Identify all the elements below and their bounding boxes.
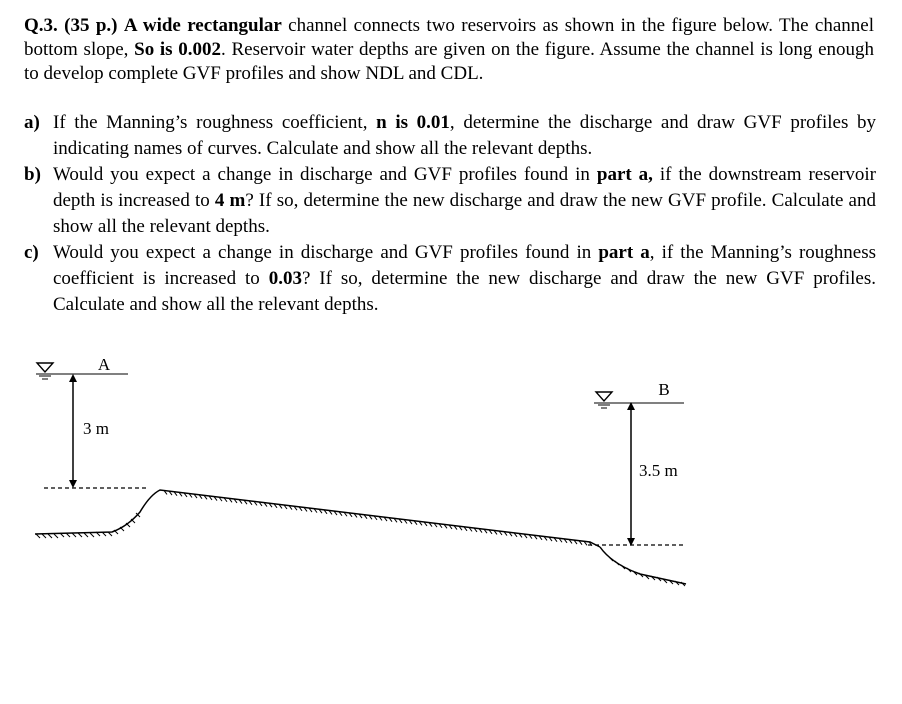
part-c-text-2: , if the Manning’s roughness coefficient is increased to bbox=[53, 242, 876, 289]
slope-value: So is 0.002 bbox=[134, 39, 222, 60]
part-a-label: a) bbox=[24, 112, 40, 133]
part-b-text-1: Would you expect a change in discharge and GVF profiles found in bbox=[53, 164, 597, 185]
channel-bed bbox=[35, 490, 600, 547]
part-b-bold-1: part a, bbox=[596, 164, 653, 185]
question-text-1: channel connects two reservoirs as shown in the figure below. The channel bottom slope, bbox=[24, 15, 874, 60]
part-c-bold-1: part a bbox=[598, 242, 650, 263]
question-points: (35 p.) bbox=[64, 15, 118, 36]
question-parts bbox=[24, 110, 876, 318]
question-lead: A wide rectangular bbox=[123, 15, 282, 36]
reservoir-b-surface bbox=[594, 392, 684, 408]
part-b-text-2: if the downstream reservoir depth is increased to bbox=[53, 164, 876, 211]
part-a-text-2: , determine the discharge and draw GVF profiles by indicating names of curves. Calculate and show all the relevant depths. bbox=[53, 112, 877, 159]
channel-figure bbox=[0, 340, 902, 630]
part-c-label: c) bbox=[24, 242, 39, 263]
part-b-label: b) bbox=[24, 164, 41, 185]
question-number: Q.3. bbox=[24, 15, 58, 36]
part-b-text-3: ? If so, determine the new discharge and draw the new GVF profile. Calculate and show all the relevant depths. bbox=[53, 190, 876, 237]
part-b-bold-2: 4 m bbox=[214, 190, 246, 211]
depth-b-label: 3.5 m bbox=[639, 461, 678, 480]
part-c-text-1: Would you expect a change in discharge and GVF profiles found in bbox=[53, 242, 599, 263]
question-text-2: . Reservoir water depths are given on the figure. Assume the channel is long enough to develop complete GVF profiles and show NDL and CDL. bbox=[24, 39, 874, 84]
question-statement bbox=[24, 14, 874, 86]
water-surface-icon bbox=[596, 392, 612, 401]
part-a-bold-1: n is 0.01 bbox=[376, 112, 450, 133]
water-surface-icon bbox=[37, 363, 53, 372]
part-b bbox=[24, 162, 876, 240]
depth-a-label: 3 m bbox=[83, 419, 109, 438]
part-c bbox=[24, 240, 876, 318]
reservoir-b-label: B bbox=[658, 380, 670, 399]
reservoir-a-surface bbox=[36, 363, 128, 379]
part-a-text-1: If the Manning’s roughness coefficient, bbox=[53, 112, 377, 133]
part-c-text-3: ? If so, determine the new discharge and draw the new GVF profiles. Calculate and show all the relevant depths. bbox=[53, 268, 876, 315]
part-a bbox=[24, 110, 876, 162]
part-c-bold-2: 0.03 bbox=[268, 268, 302, 289]
reservoir-a-label: A bbox=[97, 355, 111, 374]
downstream-ground bbox=[600, 547, 686, 584]
